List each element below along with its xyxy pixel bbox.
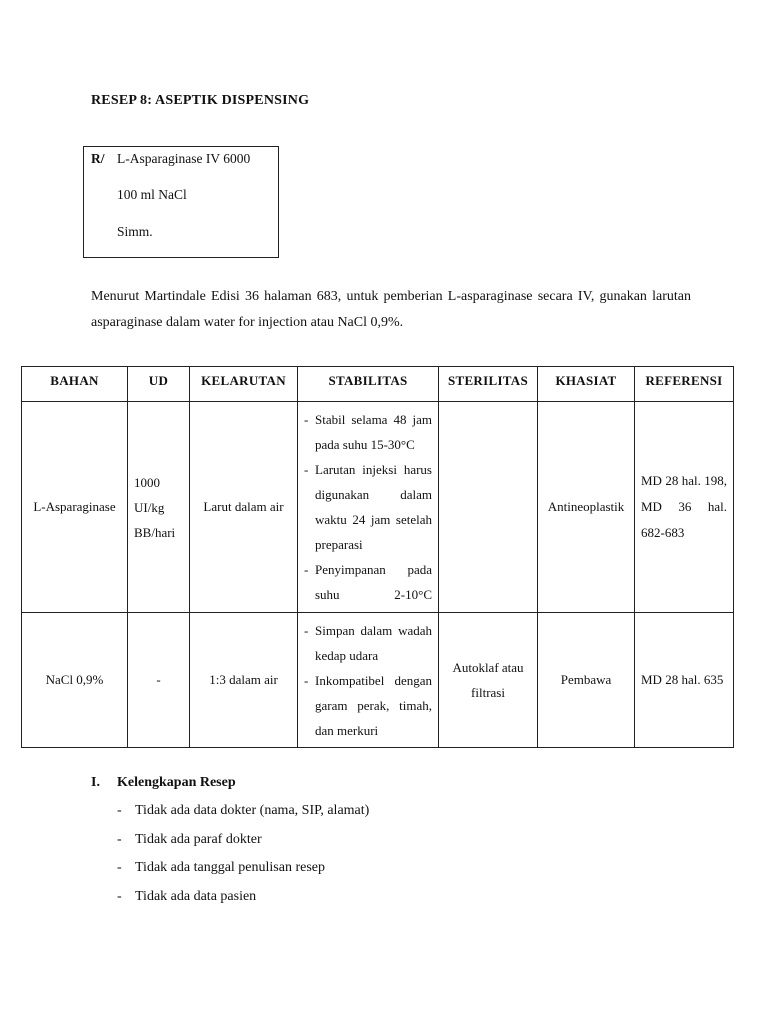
table-row xyxy=(22,402,734,613)
cell-stabilitas xyxy=(298,402,439,613)
list-dash: - xyxy=(117,831,122,847)
cell-bahan: NaCl 0,9% xyxy=(22,613,128,748)
list-item xyxy=(117,830,369,859)
header-referensi: REFERENSI xyxy=(635,367,734,402)
header-bahan: BAHAN xyxy=(22,367,128,402)
prescription-box xyxy=(83,146,279,258)
findings-list xyxy=(117,801,369,915)
cell-sterilitas: Autoklaf atau filtrasi xyxy=(439,613,538,748)
cell-khasiat: Pembawa xyxy=(538,613,635,748)
header-kelarutan: KELARUTAN xyxy=(190,367,298,402)
header-ud: UD xyxy=(128,367,190,402)
section-number: I. xyxy=(91,775,100,790)
cell-referensi: MD 28 hal. 198, MD 36 hal. 682-683 xyxy=(635,402,734,613)
list-item-text: Tidak ada paraf dokter xyxy=(135,831,262,847)
list-dash: - xyxy=(117,860,122,875)
ingredients-table xyxy=(21,366,734,748)
cell-kelarutan: Larut dalam air xyxy=(190,402,298,613)
stabilitas-item: - Larutan injeksi harus digunakan dalam waktu 24 jam setelah preparasi xyxy=(304,457,432,557)
prescription-symbol: R/ xyxy=(91,151,105,166)
intro-paragraph: Menurut Martindale Edisi 36 halaman 683, untuk pemberian L-asparaginase secara IV, gunakan larutan asparaginase dalam water for injection atau NaCl 0,9%. xyxy=(91,289,691,330)
cell-sterilitas xyxy=(439,402,538,613)
list-dash: - xyxy=(117,888,122,904)
list-item xyxy=(117,858,369,887)
stabilitas-item: - Inkompatibel dengan garam perak, timah, dan merkuri xyxy=(304,668,432,743)
prescription-line: L-Asparaginase IV 6000 xyxy=(117,151,251,166)
stabilitas-item: - Simpan dalam wadah kedap udara xyxy=(304,618,432,668)
list-item xyxy=(117,887,369,916)
header-sterilitas: STERILITAS xyxy=(439,367,538,402)
list-item-text: Tidak ada tanggal penulisan resep xyxy=(135,860,325,875)
list-item-text: Tidak ada data dokter (nama, SIP, alamat) xyxy=(135,803,370,818)
page-title: RESEP 8: ASEPTIK DISPENSING xyxy=(91,93,310,108)
list-dash: - xyxy=(117,803,122,818)
header-khasiat: KHASIAT xyxy=(538,367,635,402)
cell-khasiat: Antineoplastik xyxy=(538,402,635,613)
cell-ud: - xyxy=(128,613,190,748)
cell-bahan: L-Asparaginase xyxy=(22,402,128,613)
cell-ud: 1000 UI/kg BB/hari xyxy=(128,402,190,613)
prescription-line: 100 ml NaCl xyxy=(117,187,187,202)
table-row xyxy=(22,613,734,748)
cell-referensi: MD 28 hal. 635 xyxy=(635,613,734,748)
list-item-text: Tidak ada data pasien xyxy=(135,888,257,904)
cell-kelarutan: 1:3 dalam air xyxy=(190,613,298,748)
stabilitas-item: - Penyimpanan pada suhu 2-10°C xyxy=(304,557,432,607)
cell-stabilitas xyxy=(298,613,439,748)
section-title: Kelengkapan Resep xyxy=(117,775,236,790)
header-stabilitas: STABILITAS xyxy=(298,367,439,402)
list-item xyxy=(117,801,369,830)
table-header-row xyxy=(22,367,734,402)
prescription-line: Simm. xyxy=(117,224,153,239)
stabilitas-item: - Stabil selama 48 jam pada suhu 15-30°C xyxy=(304,407,432,457)
